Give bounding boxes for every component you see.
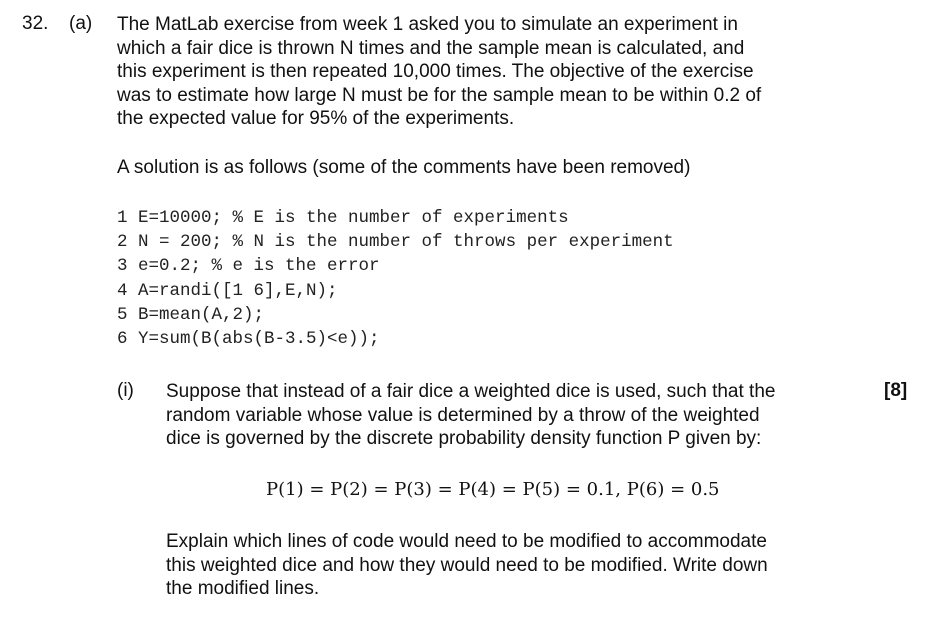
marks-label: [8] [884,380,908,401]
code-line: 1 E=10000; % E is the number of experiments [117,208,569,228]
subpart-paragraph [166,380,775,451]
question-number: 32. [22,13,49,34]
code-line: 5 B=mean(A,2); [117,304,265,325]
subpart-line: dice is governed by the discrete probability density function P given by: [166,428,762,449]
code-block [117,206,674,351]
part-label: (a) [69,13,93,34]
subpart-label: (i) [117,380,134,401]
code-line: 6 Y=sum(B(abs(B-3.5)<e)); [117,329,380,350]
intro-line: was to estimate how large N must be for the sample mean to be within 0.2 of [117,84,762,106]
explain-line: Explain which lines of code would need to be modified to accommodate [166,531,767,552]
intro-line: this experiment is then repeated 10,000 times. The objective of the exercise [117,61,754,82]
subpart-line: Suppose that instead of a fair dice a weighted dice is used, such that the [166,381,776,402]
intro-paragraph [117,13,761,131]
intro-line: which a fair dice is thrown N times and the sample mean is calculated, and [117,37,745,59]
intro-line: the expected value for 95% of the experiments. [117,108,515,129]
code-line: 4 A=randi([1 6],E,N); [117,280,338,301]
explain-line: the modified lines. [166,578,320,599]
solution-intro: A solution is as follows (some of the comments have been removed) [117,157,691,178]
pdf-equation: P(1) = P(2) = P(3) = P(4) = P(5) = 0.1, P(6) = 0.5 [266,479,720,500]
subpart-line: random variable whose value is determined by a throw of the weighted [166,404,760,426]
code-line: 2 N = 200; % N is the number of throws per experiment [117,232,674,253]
explain-line: this weighted dice and how they would need to be modified. Write down [166,554,768,576]
explain-paragraph [166,530,768,601]
code-line: 3 e=0.2; % e is the error [117,256,380,277]
intro-line: The MatLab exercise from week 1 asked you to simulate an experiment in [117,14,738,35]
